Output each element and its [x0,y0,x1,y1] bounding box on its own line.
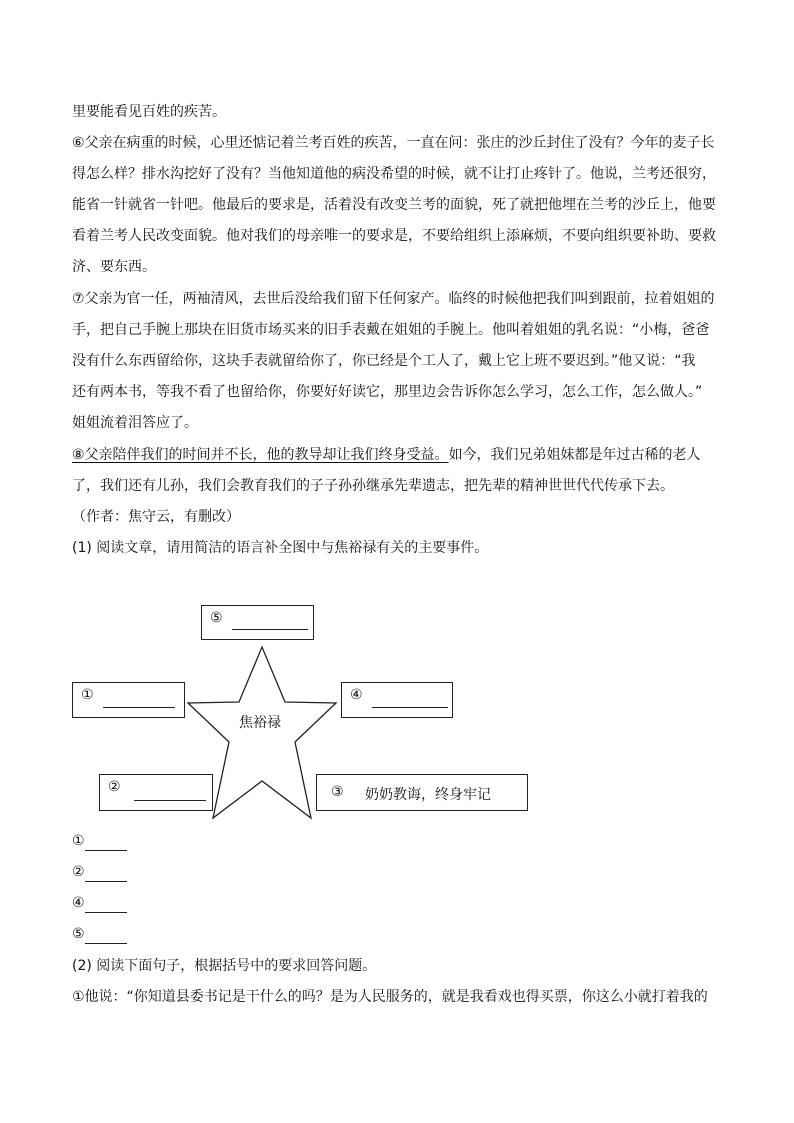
answer-blank[interactable] [85,867,127,882]
question-2: (2) 阅读下面句子，根据括号中的要求回答问题。 [72,958,377,974]
event-box-2 [99,774,213,811]
center-label: 焦裕禄 [239,715,281,731]
box-number: ⑤ [210,610,223,626]
answer-blank[interactable] [85,836,127,851]
answer-blank[interactable] [134,800,206,801]
paragraph-line: 济、要东西。 [72,259,156,275]
author-note: （作者：焦守云，有删改） [72,509,240,525]
event-box-5 [201,605,314,640]
answer-line-4[interactable] [72,893,127,913]
paragraph-line: 还有两本书，等我不看了也留给你，你要好好读它，那里边会告诉你怎么学习，怎么工作，怎么做人。” [72,384,703,400]
answer-label: ② [72,864,85,880]
paragraph-line: ⑦父亲为官一任，两袖清风，去世后没给我们留下任何家产。临终的时候他把我们叫到跟前，拉着姐姐的 [72,291,715,307]
event-box-3 [316,774,528,811]
underlined-sentence: ⑧父亲陪伴我们的时间并不长，他的教导却让我们终身受益。 [72,447,449,463]
question-1: (1) 阅读文章，请用简洁的语言补全图中与焦裕禄有关的主要事件。 [72,540,489,556]
answer-line-5[interactable] [72,924,127,944]
paragraph-text: 如今，我们兄弟姐妹都是年过古稀的老人 [448,447,701,463]
answer-label: ⑤ [72,926,85,942]
box-number: ③ [331,784,344,800]
box-number: ④ [350,687,363,703]
paragraph-8-line-2: 了，我们还有儿孙，我们会教育我们的子子孙孙继承先辈遗志，把先辈的精神世世代代传承下去。 [72,478,674,494]
paragraph-line: ⑥父亲在病重的时候，心里还惦记着兰考百姓的疾苦，一直在问：张庄的沙丘封住了没有？今年的麦子长 [72,135,715,151]
paragraph-line: 没有什么东西留给你，这块手表就留给你了，你已经是个工人了，戴上它上班不要迟到。”他又说：“我 [72,353,696,369]
paragraph-line: 看着兰考人民改变面貌。他对我们的母亲唯一的要求是，不要给组织上添麻烦，不要向组织要补助、要救 [72,228,716,244]
paragraph-line: 姐姐流着泪答应了。 [72,415,198,431]
paragraph-line: 里要能看见百姓的疾苦。 [72,104,226,120]
paragraph-line: 得怎么样？排水沟挖好了没有？当他知道他的病没希望的时候，就不让打止疼针了。他说，兰考还很穷， [72,166,716,182]
answer-blank[interactable] [103,707,175,708]
box-number: ① [81,687,94,703]
box-number: ② [108,779,121,795]
event-box-4 [341,682,453,718]
question-2-sentence: ①他说：“你知道县委书记是干什么的吗？是为人民服务的，就是我看戏也得买票，你这么小就打着我的 [72,989,708,1005]
event-box-1 [72,682,185,718]
answer-blank[interactable] [85,929,127,944]
answer-blank[interactable] [372,707,448,708]
paragraph-line: 能省一针就省一针吧。他最后的要求是，活着没有改变兰考的面貌，死了就把他埋在兰考的沙丘上，他要 [72,197,716,213]
box-text: 奶奶教诲，终身牢记 [365,787,491,803]
answer-line-1[interactable] [72,831,127,851]
answer-blank[interactable] [232,629,308,630]
answer-blank[interactable] [85,898,127,913]
answer-line-2[interactable] [72,862,127,882]
paragraph-line: 手，把自己手腕上那块在旧货市场买来的旧手表戴在姐姐的手腕上。他叫着姐姐的乳名说：“小梅，爸爸 [72,322,710,338]
answer-label: ④ [72,895,85,911]
answer-label: ① [72,833,85,849]
